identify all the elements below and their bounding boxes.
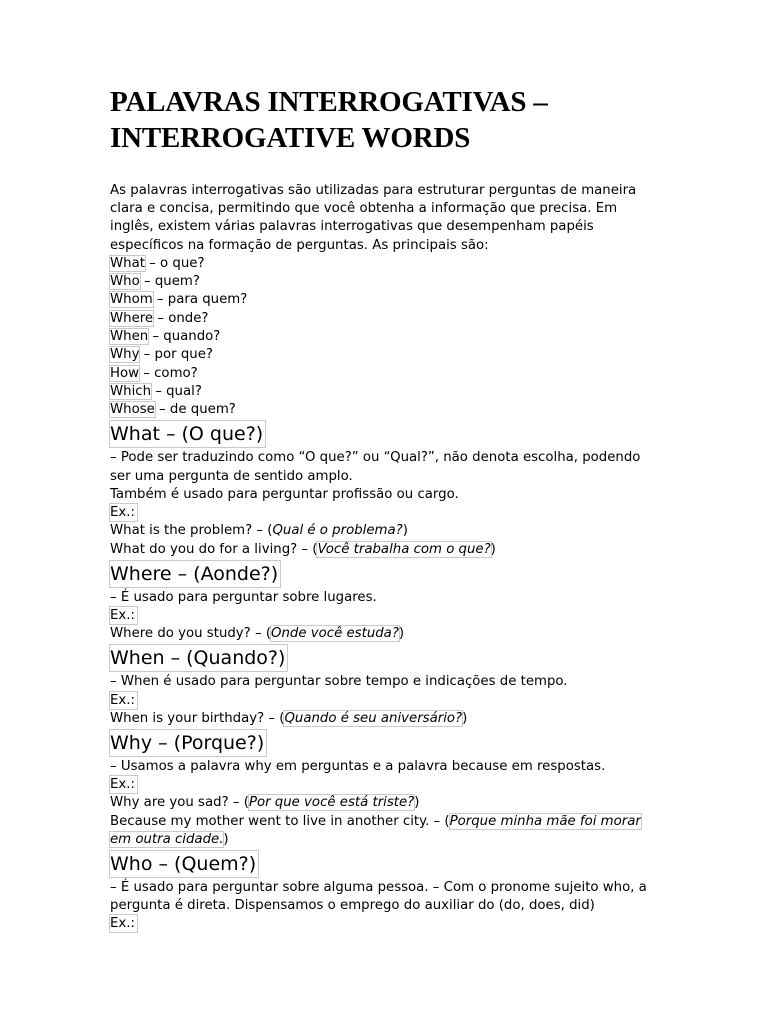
example-translation: Você trabalha com o que? [317, 541, 491, 557]
section-why [110, 730, 650, 849]
example-text: What is the problem? – ( [110, 523, 273, 539]
word-whom: Whom [110, 292, 153, 308]
section-text: Também é usado para perguntar profissão ou cargo. [110, 486, 459, 502]
section-text: – É usado para perguntar sobre alguma pessoa. – Com o pronome sujeito who, a pergunta é direta. Dispensamos o emprego do auxiliar do (do, does, did) [110, 879, 647, 914]
word-meaning: – o que? [144, 255, 205, 271]
word-how: How [110, 365, 140, 381]
word-who: Who [110, 274, 140, 290]
word-meaning: – por que? [139, 347, 213, 363]
list-item [110, 365, 650, 383]
example-line [110, 625, 650, 643]
intro-text: As palavras interrogativas são utilizadas para estruturar perguntas de maneira clara e concisa, permitindo que você obtenha a informação que precisa. Em inglês, existem várias palavras interrogativas que desempenham papéis específicos na formação de perguntas. As principais são: [110, 183, 637, 253]
list-item [110, 310, 650, 328]
document-title [110, 0, 650, 156]
section-who [110, 851, 650, 934]
example-line [110, 522, 650, 540]
example-text: Where do you study? – ( [110, 626, 272, 642]
section-heading-who: Who – (Quem?) [110, 852, 257, 875]
list-item [110, 346, 650, 364]
word-meaning: – para quem? [152, 292, 248, 308]
example-label: Ex.: [110, 607, 135, 623]
title-line-2: INTERROGATIVE WORDS [110, 122, 471, 154]
section-text: – Pode ser traduzindo como “O que?” ou “Qual?”, não denota escolha, podendo ser uma pergunta de sentido amplo. [110, 450, 641, 484]
list-item [110, 401, 650, 419]
example-translation: Qual é o problema? [272, 523, 403, 539]
example-label: Ex.: [110, 692, 135, 708]
word-meaning: – de quem? [154, 402, 236, 418]
example-line [110, 710, 650, 728]
title-line-1: PALAVRAS INTERROGATIVAS – [110, 86, 548, 118]
list-item [110, 383, 650, 401]
word-when: When [110, 329, 149, 344]
word-meaning: – quem? [139, 274, 200, 290]
word-what: What [110, 255, 145, 271]
example-text: What do you do for a living? – ( [110, 541, 318, 557]
section-text: – When é usado para perguntar sobre tempo e indicações de tempo. [110, 674, 568, 690]
example-label: Ex.: [110, 777, 135, 793]
list-item [110, 291, 650, 309]
word-where: Where [110, 310, 154, 326]
section-heading-what: What – (O que?) [110, 423, 264, 446]
example-line [110, 541, 650, 559]
word-meaning: – qual? [151, 383, 202, 399]
section-text: – É usado para perguntar sobre lugares. [110, 589, 377, 605]
example-translation: Porque minha mãe foi morar em outra cidade. [110, 813, 641, 847]
example-text: Because my mother went to live in another city. – ( [110, 813, 450, 829]
list-item [110, 255, 650, 273]
word-which: Which [110, 383, 152, 399]
example-line [110, 813, 650, 849]
example-translation: Quando é seu aniversário? [284, 710, 463, 726]
section-heading-where: Where – (Aonde?) [110, 562, 279, 585]
section-what [110, 421, 650, 558]
word-why: Why [110, 347, 140, 363]
example-label: Ex.: [110, 916, 135, 932]
word-meaning: – quando? [148, 329, 221, 344]
intro-paragraph [110, 182, 650, 255]
list-item [110, 273, 650, 291]
section-heading-why: Why – (Porque?) [110, 731, 265, 754]
example-close: ) [402, 523, 408, 539]
example-label: Ex.: [110, 505, 135, 521]
section-heading-when: When – (Quando?) [110, 647, 286, 670]
example-close: ) [223, 831, 229, 847]
example-line [110, 794, 650, 812]
example-close: ) [462, 710, 468, 726]
section-when [110, 645, 650, 728]
document-page [110, 0, 650, 934]
word-meaning: – onde? [153, 310, 209, 326]
interrogative-word-list [110, 255, 650, 420]
example-text: Why are you sad? – ( [110, 795, 249, 811]
section-text: – Usamos a palavra why em perguntas e a palavra because em respostas. [110, 758, 606, 774]
list-item [110, 328, 650, 346]
example-close: ) [398, 626, 405, 642]
section-where [110, 561, 650, 644]
example-translation: Por que você está triste? [248, 795, 415, 811]
example-close: ) [414, 795, 420, 811]
word-whose: Whose [110, 402, 155, 418]
example-translation: Onde você estuda? [271, 626, 399, 642]
example-text: When is your birthday? – ( [110, 710, 285, 726]
word-meaning: – como? [139, 365, 198, 381]
example-close: ) [490, 541, 496, 557]
